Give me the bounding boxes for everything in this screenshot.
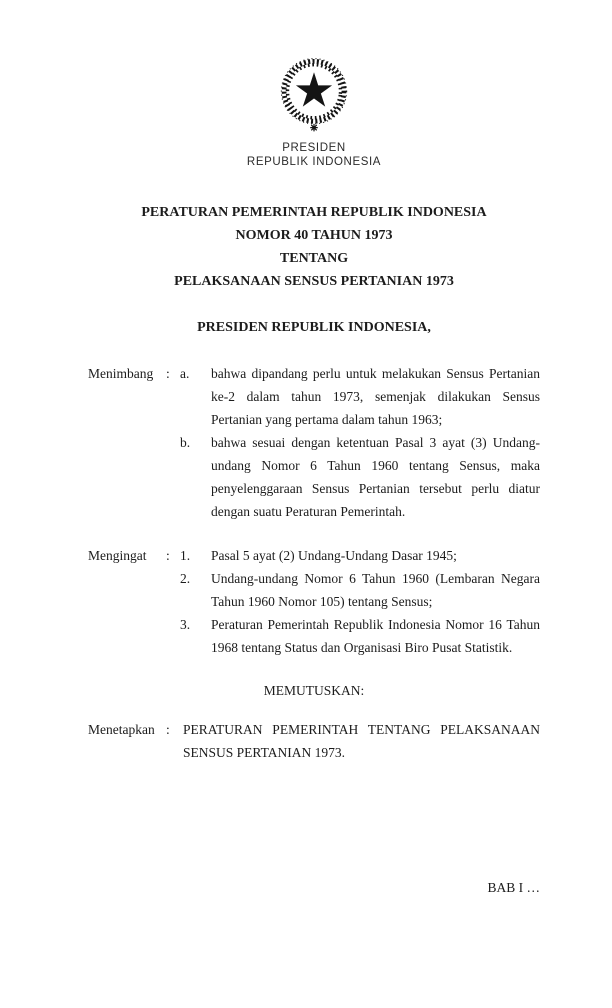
item-text: Undang-undang Nomor 6 Tahun 1960 (Lembaran Negara Tahun 1960 Nomor 105) tentang Sensus;	[211, 571, 540, 609]
list-item	[180, 362, 540, 431]
menetapkan-colon: :	[166, 722, 170, 737]
item-marker: 3.	[180, 617, 191, 632]
regulation-title	[88, 201, 540, 293]
mengingat-items	[180, 544, 540, 659]
letterhead-text	[88, 141, 540, 169]
menimbang-colon: :	[166, 366, 170, 381]
menimbang-section	[88, 362, 540, 523]
wreath-base-ornament	[310, 124, 317, 131]
memutuskan-heading: MEMUTUSKAN:	[263, 683, 365, 698]
mengingat-label: Mengingat	[88, 548, 147, 563]
mengingat-colon: :	[166, 548, 170, 563]
list-item	[180, 613, 540, 659]
presidential-emblem-icon	[280, 57, 348, 135]
title-line-4: PELAKSANAAN SENSUS PERTANIAN 1973	[174, 274, 454, 289]
item-marker: 1.	[180, 548, 191, 563]
menetapkan-text: PERATURAN PEMERINTAH TENTANG PELAKSANAAN SENSUS PERTANIAN 1973.	[183, 722, 540, 760]
menetapkan-section	[88, 718, 540, 764]
star-icon	[296, 72, 332, 106]
item-text: Pasal 5 ayat (2) Undang-Undang Dasar 1945;	[211, 548, 457, 563]
item-text: bahwa dipandang perlu untuk melakukan Sensus Pertanian ke-2 dalam tahun 1973, semenjak dilakukan Sensus Pertanian yang pertama dalam tahun 1963;	[211, 366, 540, 427]
letterhead-line-presiden: PRESIDEN	[282, 142, 346, 154]
item-text: bahwa sesuai dengan ketentuan Pasal 3 ayat (3) Undang-undang Nomor 6 Tahun 1960 tentang Sensus, maka penyelenggaraan Sensus Pertanian tersebut perlu diatur dengan suatu Peraturan Pemerintah.	[211, 435, 540, 519]
list-item	[180, 431, 540, 523]
item-marker: a.	[180, 366, 190, 381]
letterhead	[88, 57, 540, 135]
item-text: Peraturan Pemerintah Republik Indonesia Nomor 16 Tahun 1968 tentang Status dan Organisasi Biro Pusat Statistik.	[211, 617, 540, 655]
title-line-3: TENTANG	[279, 251, 349, 266]
list-item	[180, 544, 540, 567]
menetapkan-label: Menetapkan	[88, 722, 155, 737]
item-marker: b.	[180, 435, 191, 450]
menimbang-label: Menimbang	[88, 366, 154, 381]
title-line-2: NOMOR 40 TAHUN 1973	[235, 228, 393, 243]
continuation-marker: BAB I …	[487, 880, 540, 895]
list-item	[180, 567, 540, 613]
letterhead-line-republik-indonesia: REPUBLIK INDONESIA	[246, 156, 382, 168]
salutation: PRESIDEN REPUBLIK INDONESIA,	[197, 320, 431, 335]
mengingat-section	[88, 544, 540, 659]
menimbang-items	[180, 362, 540, 523]
item-marker: 2.	[180, 571, 191, 586]
title-line-1: PERATURAN PEMERINTAH REPUBLIK INDONESIA	[141, 205, 487, 220]
